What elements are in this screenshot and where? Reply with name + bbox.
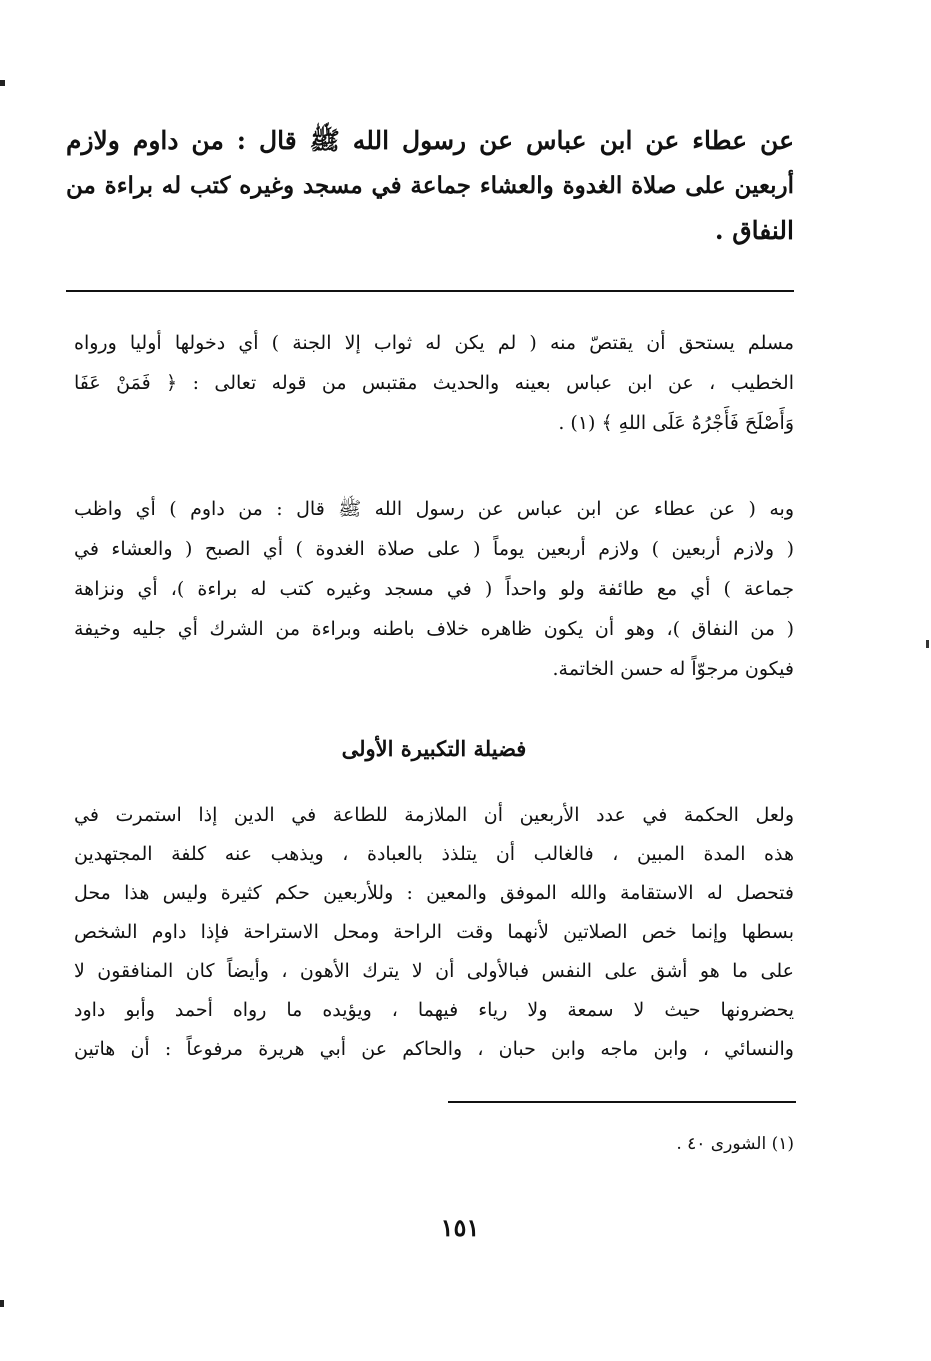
text-line: يحضرونها حيث لا سمعة ولا رياء فيهما ، ويؤيده ما رواه أحمد وأبو داود: [74, 999, 794, 1021]
text-line: وَأَصْلَحَ فَأَجْرُهُ عَلَى اللهِ ﴾ (١) .: [558, 412, 794, 434]
text-line: هذه المدة المبين ، فالغالب أن يتلذذ بالعبادة ، ويذهب عنه كلفة المجتهدين: [74, 843, 794, 865]
text-line: على ما هو أشق على النفس فبالأولى أن لا يترك الأهون ، وأيضاً كان المنافقون لا: [74, 960, 794, 982]
text-line: فتحصل له الاستقامة والله الموفق والمعين : وللأربعين حكم كثيرة وليس هذا محل: [74, 882, 794, 904]
text-line: ولعل الحكمة في عدد الأربعين أن الملازمة للطاعة في الدين إذا استمرت في: [74, 804, 794, 826]
scan-speck: [926, 640, 929, 648]
hadith-line: أربعين على صلاة الغدوة والعشاء جماعة في مسجد وغيره كتب له براءة من: [66, 172, 794, 199]
text-line: مسلم يستحق أن يقتصّ منه ( لم يكن له ثواب إلا الجنة ) أي دخولها أوليا ورواه: [74, 332, 794, 354]
hadith-line: عن عطاء عن ابن عباس عن رسول الله ﷺ قال : من داوم ولازم: [66, 126, 794, 155]
scan-speck: [0, 80, 5, 86]
hadith-line: النفاق .: [714, 216, 794, 245]
text-line: ( ولازم أربعين ) ولازم أربعين يوماً ( على صلاة الغدوة ) أي الصبح ( والعشاء في: [74, 538, 794, 560]
text-line: بسطها وإنما خص الصلاتين لأنهما وقت الراحة ومحل الاستراحة فإذا داوم الشخص: [74, 921, 794, 943]
text-line: جماعة ) أي مع طائفة ولو واحداً ( في مسجد وغيره كتب له براءة )، أي ونزاهة: [74, 578, 794, 600]
scan-speck: [0, 1300, 4, 1307]
section-heading: فضيلة التكبيرة الأولى: [341, 736, 527, 761]
text-line: الخطيب ، عن ابن عباس بعينه والحديث مقتبس من قوله تعالى : ﴿ فَمَنْ عَفَا: [74, 372, 794, 394]
text-line: ( من النفاق )، وهو أن يكون ظاهره خلاف باطنه وبراءة من الشرك أي جليه وخيفة: [74, 618, 794, 640]
page-number: ١٥١: [440, 1213, 480, 1242]
text-line: وبه ( عن عطاء عن ابن عباس عن رسول الله ﷺ قال : من داوم ) أي واظب: [74, 498, 794, 520]
text-line: والنسائي ، وابن ماجه وابن حبان ، والحاكم عن أبي هريرة مرفوعاً : أن هاتين: [74, 1038, 794, 1060]
footnote: (١) الشورى ٤٠ .: [676, 1134, 794, 1154]
text-line: فيكون مرجوّاً له حسن الخاتمة.: [552, 658, 794, 680]
